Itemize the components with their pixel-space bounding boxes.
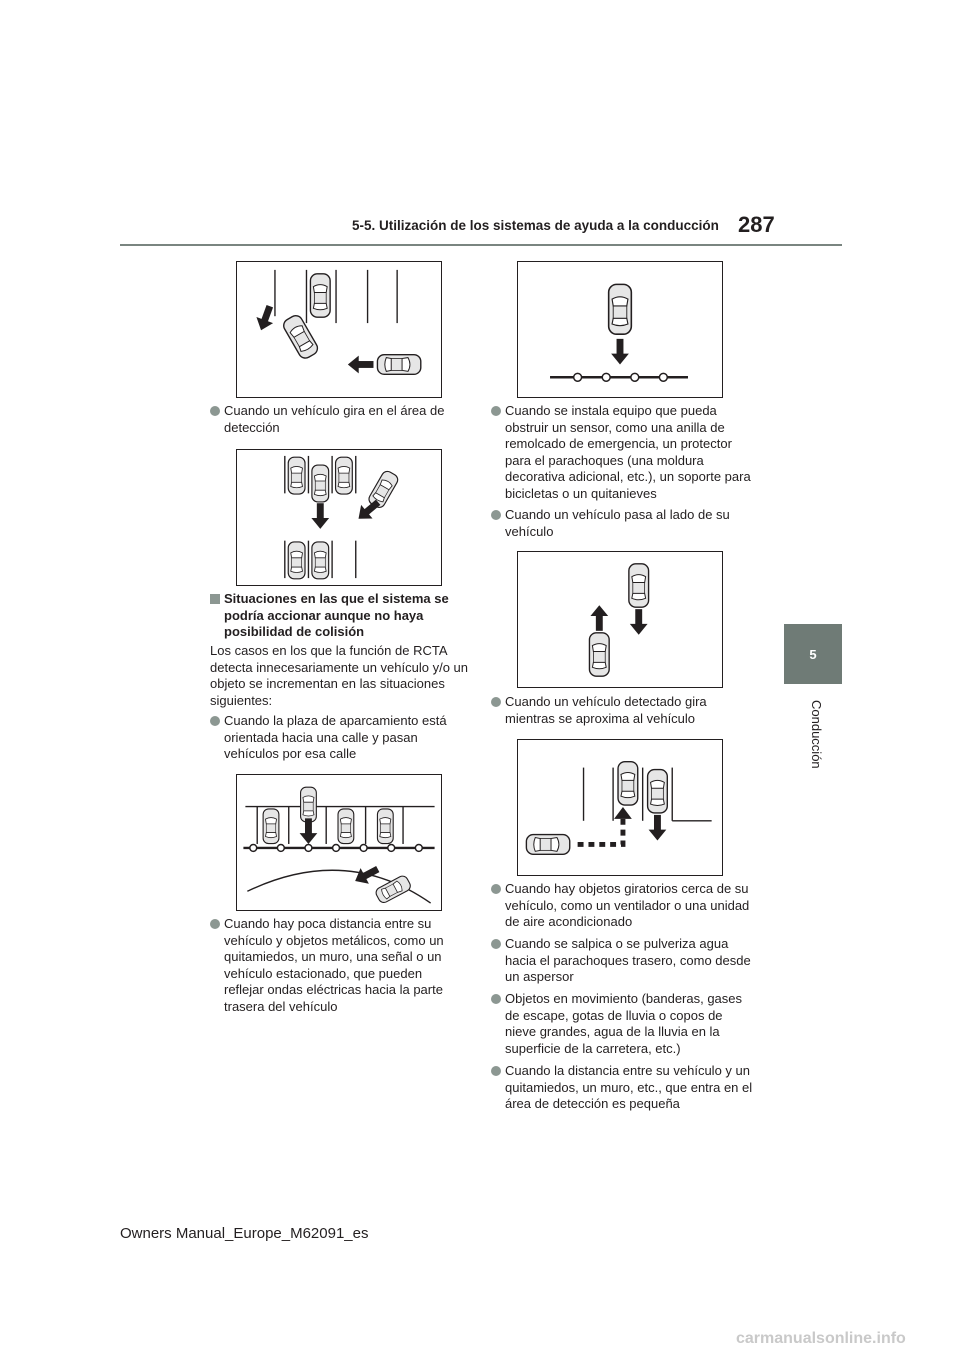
chapter-label: Conducción bbox=[809, 700, 824, 769]
figure-detected-turning bbox=[517, 739, 723, 876]
bullet-rotating: Cuando hay objetos giratorios cerca de su vehículo, como un ventilador o una unidad de aire acondicionado bbox=[491, 881, 753, 931]
bullet-detected-turning: Cuando un vehículo detectado gira mientras se aproxima al vehículo bbox=[491, 694, 753, 727]
bullet-moving-objects: Objetos en movimiento (banderas, gases de escape, gotas de lluvia o copos de nieve grandes, agua de la lluvia en la superficie de la carretera, etc.) bbox=[491, 991, 753, 1057]
bullet-equipment: Cuando se instala equipo que pueda obstruir un sensor, como una anilla de remolcado de emergencia, un protector para el parachoques (una moldura decorativa adicional, etc.), un soporte para bicicletas o un quitanieves bbox=[491, 403, 753, 502]
figure-passing-vehicle bbox=[517, 551, 723, 688]
figure-street-parking bbox=[236, 774, 442, 911]
chapter-tab: 5 bbox=[784, 624, 842, 684]
intro-paragraph: Los casos en los que la función de RCTA detecta innecesariamente un vehículo y/o un objeto se incrementan en las situaciones siguientes: bbox=[210, 643, 469, 708]
bullet-metal-objects: Cuando hay poca distancia entre su vehículo y objetos metálicos, como un quitamiedos, un muro, una señal o un vehículo estacionado, que pueden reflejar ondas eléctricas hacia la parte trasera del vehículo bbox=[210, 916, 465, 1015]
bullet-vehicle-turning: Cuando un vehículo gira en el área de detección bbox=[210, 403, 465, 436]
bullet-facing-street: Cuando la plaza de aparcamiento está orientada hacia una calle y pasan vehículos por esa calle bbox=[210, 713, 465, 763]
bullet-water: Cuando se salpica o se pulveriza agua hacia el parachoques trasero, como desde un aspersor bbox=[491, 936, 753, 986]
section-heading: Situaciones en las que el sistema se podría accionar aunque no haya posibilidad de colisión bbox=[210, 591, 468, 641]
page-number: 287 bbox=[738, 212, 775, 237]
manual-name: Owners Manual_Europe_M62091_es bbox=[120, 1225, 369, 1242]
watermark: carmanualsonline.info bbox=[736, 1330, 906, 1347]
bullet-passing: Cuando un vehículo pasa al lado de su vehículo bbox=[491, 507, 753, 540]
figure-rear-equipment bbox=[517, 261, 723, 398]
section-title: 5-5. Utilización de los sistemas de ayuda a la conducción bbox=[352, 218, 719, 233]
header-divider bbox=[120, 244, 842, 246]
bullet-short-distance: Cuando la distancia entre su vehículo y un quitamiedos, un muro, etc., que entra en el área de detección es pequeña bbox=[491, 1063, 753, 1113]
figure-vehicle-turning bbox=[236, 261, 442, 398]
figure-parking-rows bbox=[236, 449, 442, 586]
